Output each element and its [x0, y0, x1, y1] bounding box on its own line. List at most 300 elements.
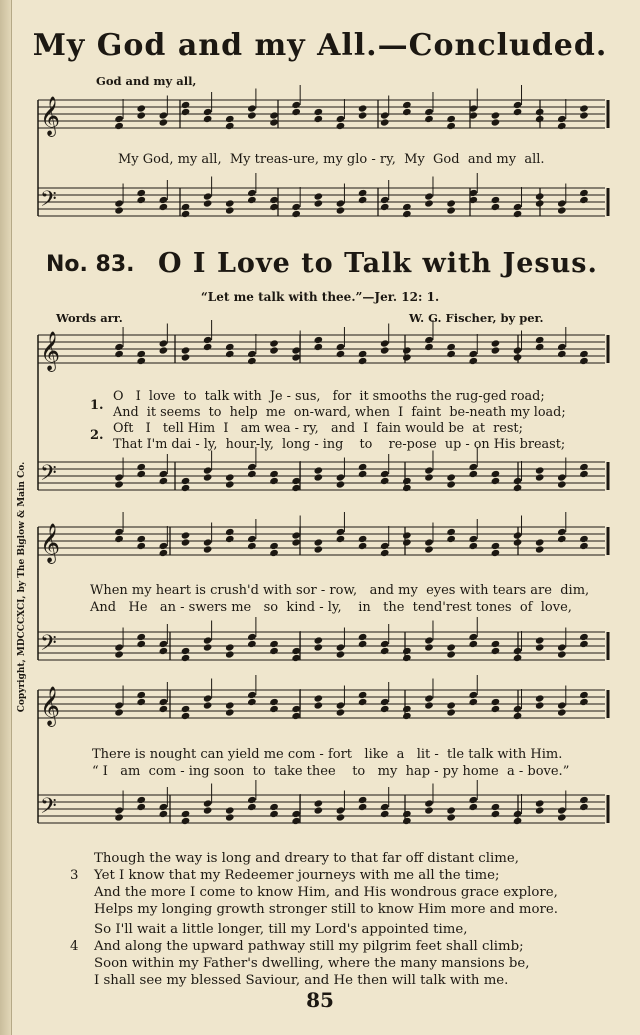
note-head [247, 640, 257, 648]
note-head [491, 470, 501, 478]
note-head [557, 806, 567, 814]
note-head [181, 647, 191, 655]
note-head [358, 350, 368, 358]
note-head [181, 817, 191, 825]
note-head [114, 480, 124, 488]
note-head [557, 115, 567, 123]
note-head [402, 654, 412, 662]
note-head [159, 549, 169, 557]
note-head [358, 633, 368, 641]
note-head [336, 206, 346, 214]
note-head [424, 343, 434, 351]
note-head [358, 698, 368, 706]
note-head [159, 477, 169, 485]
note-head [336, 813, 346, 821]
note-head [468, 796, 478, 804]
stanza-line: Helps my longing growth stronger still to know Him more and more. [94, 902, 558, 917]
note-head [468, 542, 478, 550]
stanza-line: And along the upward pathway still my pilgrim feet shall climb; [94, 939, 524, 954]
note-head [557, 199, 567, 207]
note-head [402, 108, 412, 116]
note-head [269, 810, 279, 818]
note-head [136, 698, 146, 706]
note-head [557, 480, 567, 488]
note-head [314, 336, 324, 344]
note-head [114, 206, 124, 214]
stanza-line: And the more I come to know Him, and His wondrous grace explore, [94, 885, 558, 900]
note-head [358, 803, 368, 811]
note-head [579, 350, 589, 358]
note-head [535, 192, 545, 200]
note-head [358, 189, 368, 197]
note-head [314, 806, 324, 814]
lyric-line: O I love to talk with Je - sus, for it smooths the rug-ged road; [113, 389, 545, 404]
note-head [513, 484, 523, 492]
note-head [314, 199, 324, 207]
note-head [203, 694, 213, 702]
note-head [557, 528, 567, 536]
note-head [225, 122, 235, 130]
note-head [513, 705, 523, 713]
note-head [247, 463, 257, 471]
note-head [491, 810, 501, 818]
note-head [446, 115, 456, 123]
note-head [358, 640, 368, 648]
note-head [159, 705, 169, 713]
note-head [579, 357, 589, 365]
note-head [269, 477, 279, 485]
note-head [159, 346, 169, 354]
note-head [446, 708, 456, 716]
note-head [181, 101, 191, 109]
note-head [557, 350, 567, 358]
note-head [159, 339, 169, 347]
note-head [468, 691, 478, 699]
note-head [291, 108, 301, 116]
verse-number-2: 2. [90, 428, 104, 443]
note-head [579, 633, 589, 641]
note-head [579, 111, 589, 119]
note-head [203, 343, 213, 351]
note-head [225, 806, 235, 814]
note-head [513, 647, 523, 655]
note-head [225, 206, 235, 214]
copyright-notice: Copyright, MDCCCXCI, by The Biglow & Main Co. [17, 461, 27, 713]
note-head [491, 698, 501, 706]
note-head [513, 654, 523, 662]
note-head [336, 701, 346, 709]
note-head [557, 535, 567, 543]
note-head [225, 643, 235, 651]
lyric-line: And it seems to help me on-ward, when I faint be-neath my load; [113, 405, 566, 420]
note-head [402, 101, 412, 109]
note-head [225, 115, 235, 123]
note-head [557, 813, 567, 821]
note-head [468, 463, 478, 471]
note-head [380, 339, 390, 347]
note-head [446, 535, 456, 543]
note-head [579, 104, 589, 112]
note-head [247, 104, 257, 112]
note-head [424, 473, 434, 481]
note-head [203, 701, 213, 709]
stanza-line: Though the way is long and dreary to that far off distant clime, [94, 851, 519, 866]
note-head [491, 647, 501, 655]
note-head [468, 803, 478, 811]
note-head [446, 199, 456, 207]
note-head [402, 210, 412, 218]
note-head [424, 643, 434, 651]
note-head [468, 698, 478, 706]
note-head [491, 803, 501, 811]
stanza-line: Yet I know that my Redeemer journeys with me all the time; [94, 868, 500, 883]
note-head [535, 701, 545, 709]
note-head [136, 470, 146, 478]
note-head [314, 694, 324, 702]
note-head [159, 647, 169, 655]
note-head [336, 473, 346, 481]
note-head [579, 691, 589, 699]
note-head [380, 549, 390, 557]
note-head [380, 542, 390, 550]
note-head [159, 810, 169, 818]
note-head [136, 542, 146, 550]
note-head [491, 640, 501, 648]
note-head [269, 346, 279, 354]
note-head [513, 101, 523, 109]
note-head [513, 712, 523, 720]
top-hymn-title: My God and my All.—Concluded. [32, 28, 608, 63]
note-head [380, 810, 390, 818]
note-head [269, 339, 279, 347]
note-head [247, 796, 257, 804]
note-head [114, 813, 124, 821]
note-head [247, 189, 257, 197]
note-head [535, 545, 545, 553]
note-head [314, 799, 324, 807]
note-head [181, 654, 191, 662]
note-head [247, 542, 257, 550]
note-head [136, 350, 146, 358]
note-head [491, 477, 501, 485]
note-head [136, 535, 146, 543]
stanza-number: 4 [70, 939, 79, 954]
note-head [424, 192, 434, 200]
bass-clef: 𝄢 [40, 794, 57, 824]
note-head [269, 549, 279, 557]
note-head [446, 701, 456, 709]
note-head [269, 470, 279, 478]
note-head [336, 535, 346, 543]
note-head [336, 480, 346, 488]
note-head [247, 350, 257, 358]
note-head [380, 196, 390, 204]
note-head [159, 640, 169, 648]
note-head [535, 115, 545, 123]
note-head [491, 118, 501, 126]
note-head [358, 357, 368, 365]
note-head [314, 466, 324, 474]
note-head [424, 199, 434, 207]
note-head [314, 473, 324, 481]
note-head [535, 799, 545, 807]
note-head [535, 108, 545, 116]
note-head [491, 542, 501, 550]
note-head [358, 104, 368, 112]
note-head [203, 192, 213, 200]
note-head [424, 115, 434, 123]
note-head [513, 353, 523, 361]
note-head [291, 210, 301, 218]
note-head [579, 196, 589, 204]
note-head [225, 350, 235, 358]
note-head [114, 650, 124, 658]
note-head [380, 118, 390, 126]
hymn-title: O I Love to Talk with Jesus. [158, 248, 598, 279]
music-credit: W. G. Fischer, by per. [409, 311, 544, 325]
lyric-line: That I'm dai - ly, hour-ly, long - ing to re-pose up - on His breast; [113, 437, 566, 452]
note-head [579, 463, 589, 471]
stanza-number: 3 [70, 868, 79, 883]
note-head [491, 203, 501, 211]
note-head [358, 542, 368, 550]
note-head [336, 199, 346, 207]
stanza-line: I shall see my blessed Saviour, and He then will talk with me. [94, 973, 509, 988]
note-head [557, 701, 567, 709]
note-head [203, 336, 213, 344]
note-head [136, 640, 146, 648]
note-head [424, 636, 434, 644]
note-head [114, 343, 124, 351]
note-head [291, 203, 301, 211]
note-head [380, 203, 390, 211]
note-head [491, 705, 501, 713]
note-head [336, 708, 346, 716]
note-head [446, 343, 456, 351]
note-head [358, 535, 368, 543]
note-head [114, 708, 124, 716]
note-head [535, 473, 545, 481]
note-head [203, 466, 213, 474]
note-head [579, 640, 589, 648]
note-head [159, 470, 169, 478]
note-head [314, 343, 324, 351]
note-head [424, 538, 434, 546]
note-head [491, 346, 501, 354]
note-head [491, 339, 501, 347]
note-head [159, 111, 169, 119]
note-head [136, 357, 146, 365]
note-head [402, 817, 412, 825]
note-head [159, 196, 169, 204]
note-head [358, 796, 368, 804]
note-head [557, 122, 567, 130]
note-head [181, 810, 191, 818]
note-head [336, 115, 346, 123]
lyric-line: When my heart is crush'd with sor - row, and my eyes with tears are dim, [90, 583, 590, 598]
note-head [424, 694, 434, 702]
note-head [468, 640, 478, 648]
treble-clef: 𝄞 [40, 331, 61, 371]
note-head [203, 806, 213, 814]
note-head [136, 196, 146, 204]
note-head [247, 111, 257, 119]
note-head [380, 111, 390, 119]
note-head [336, 122, 346, 130]
note-head [380, 477, 390, 485]
note-head [557, 708, 567, 716]
note-head [247, 535, 257, 543]
note-head [181, 108, 191, 116]
note-head [535, 636, 545, 644]
note-head [203, 108, 213, 116]
note-head [203, 473, 213, 481]
note-head [402, 346, 412, 354]
note-head [402, 531, 412, 539]
note-head [402, 477, 412, 485]
note-head [225, 343, 235, 351]
note-head [468, 350, 478, 358]
treble-clef: 𝄞 [40, 96, 61, 136]
note-head [269, 647, 279, 655]
note-head [159, 118, 169, 126]
bass-clef: 𝄢 [40, 461, 57, 491]
note-head [535, 643, 545, 651]
note-head [358, 691, 368, 699]
note-head [579, 189, 589, 197]
note-head [380, 470, 390, 478]
note-head [159, 698, 169, 706]
note-head [380, 698, 390, 706]
note-head [247, 196, 257, 204]
note-head [557, 206, 567, 214]
note-head [314, 192, 324, 200]
note-head [181, 531, 191, 539]
note-head [424, 545, 434, 553]
note-head [380, 803, 390, 811]
note-head [203, 538, 213, 546]
note-head [446, 122, 456, 130]
note-head [247, 470, 257, 478]
note-head [203, 545, 213, 553]
note-head [557, 473, 567, 481]
note-head [380, 640, 390, 648]
note-head [269, 640, 279, 648]
note-head [247, 691, 257, 699]
note-head [557, 343, 567, 351]
note-head [491, 549, 501, 557]
note-head [535, 806, 545, 814]
note-head [114, 643, 124, 651]
top-cue-text: God and my all, [96, 74, 197, 88]
note-head [513, 203, 523, 211]
note-head [114, 122, 124, 130]
note-head [159, 203, 169, 211]
note-head [203, 199, 213, 207]
lyric-line: “ I am com - ing soon to take thee to my hap - py home a - bove.” [92, 764, 570, 779]
note-head [114, 535, 124, 543]
note-head [402, 538, 412, 546]
note-head [579, 542, 589, 550]
note-head [225, 528, 235, 536]
note-head [136, 803, 146, 811]
note-head [114, 115, 124, 123]
note-head [535, 199, 545, 207]
note-head [269, 705, 279, 713]
note-head [513, 538, 523, 546]
lyric-line: Oft I tell Him I am wea - ry, and I fain would be at rest; [113, 421, 523, 436]
note-head [424, 466, 434, 474]
note-head [247, 633, 257, 641]
note-head [291, 101, 301, 109]
note-head [314, 108, 324, 116]
note-head [358, 196, 368, 204]
note-head [535, 336, 545, 344]
note-head [491, 111, 501, 119]
note-head [402, 712, 412, 720]
note-head [225, 480, 235, 488]
note-head [225, 473, 235, 481]
note-head [380, 647, 390, 655]
note-head [535, 466, 545, 474]
note-head [579, 535, 589, 543]
stanza-line: Soon within my Father's dwelling, where the many mansions be, [94, 956, 530, 971]
note-head [181, 538, 191, 546]
note-head [468, 535, 478, 543]
lyric-line: There is nought can yield me com - fort like a lit - tle talk with Him. [92, 747, 563, 762]
note-head [336, 350, 346, 358]
note-head [314, 636, 324, 644]
note-head [446, 650, 456, 658]
note-head [181, 346, 191, 354]
note-head [446, 206, 456, 214]
note-head [247, 698, 257, 706]
note-head [225, 199, 235, 207]
note-head [314, 643, 324, 651]
note-head [491, 196, 501, 204]
note-head [336, 650, 346, 658]
note-head [114, 473, 124, 481]
note-head [402, 484, 412, 492]
note-head [468, 470, 478, 478]
note-head [181, 712, 191, 720]
note-head [314, 115, 324, 123]
note-head [203, 643, 213, 651]
note-head [181, 484, 191, 492]
note-head [114, 701, 124, 709]
treble-clef: 𝄞 [40, 523, 61, 563]
note-head [247, 803, 257, 811]
note-head [314, 701, 324, 709]
note-head [114, 806, 124, 814]
note-head [424, 701, 434, 709]
verse-number-1: 1. [90, 398, 104, 413]
note-head [269, 698, 279, 706]
note-head [181, 353, 191, 361]
note-head [181, 203, 191, 211]
note-head [181, 210, 191, 218]
stanza-line: So I'll wait a little longer, till my Lord's appointed time, [94, 922, 468, 937]
bass-clef: 𝄢 [40, 631, 57, 661]
lyric-line: And He an - swers me so kind - ly, in the tend'rest tones of love, [90, 600, 572, 615]
note-head [579, 698, 589, 706]
treble-clef: 𝄞 [40, 686, 61, 726]
note-head [225, 650, 235, 658]
note-head [513, 810, 523, 818]
note-head [136, 796, 146, 804]
note-head [136, 463, 146, 471]
note-head [358, 470, 368, 478]
